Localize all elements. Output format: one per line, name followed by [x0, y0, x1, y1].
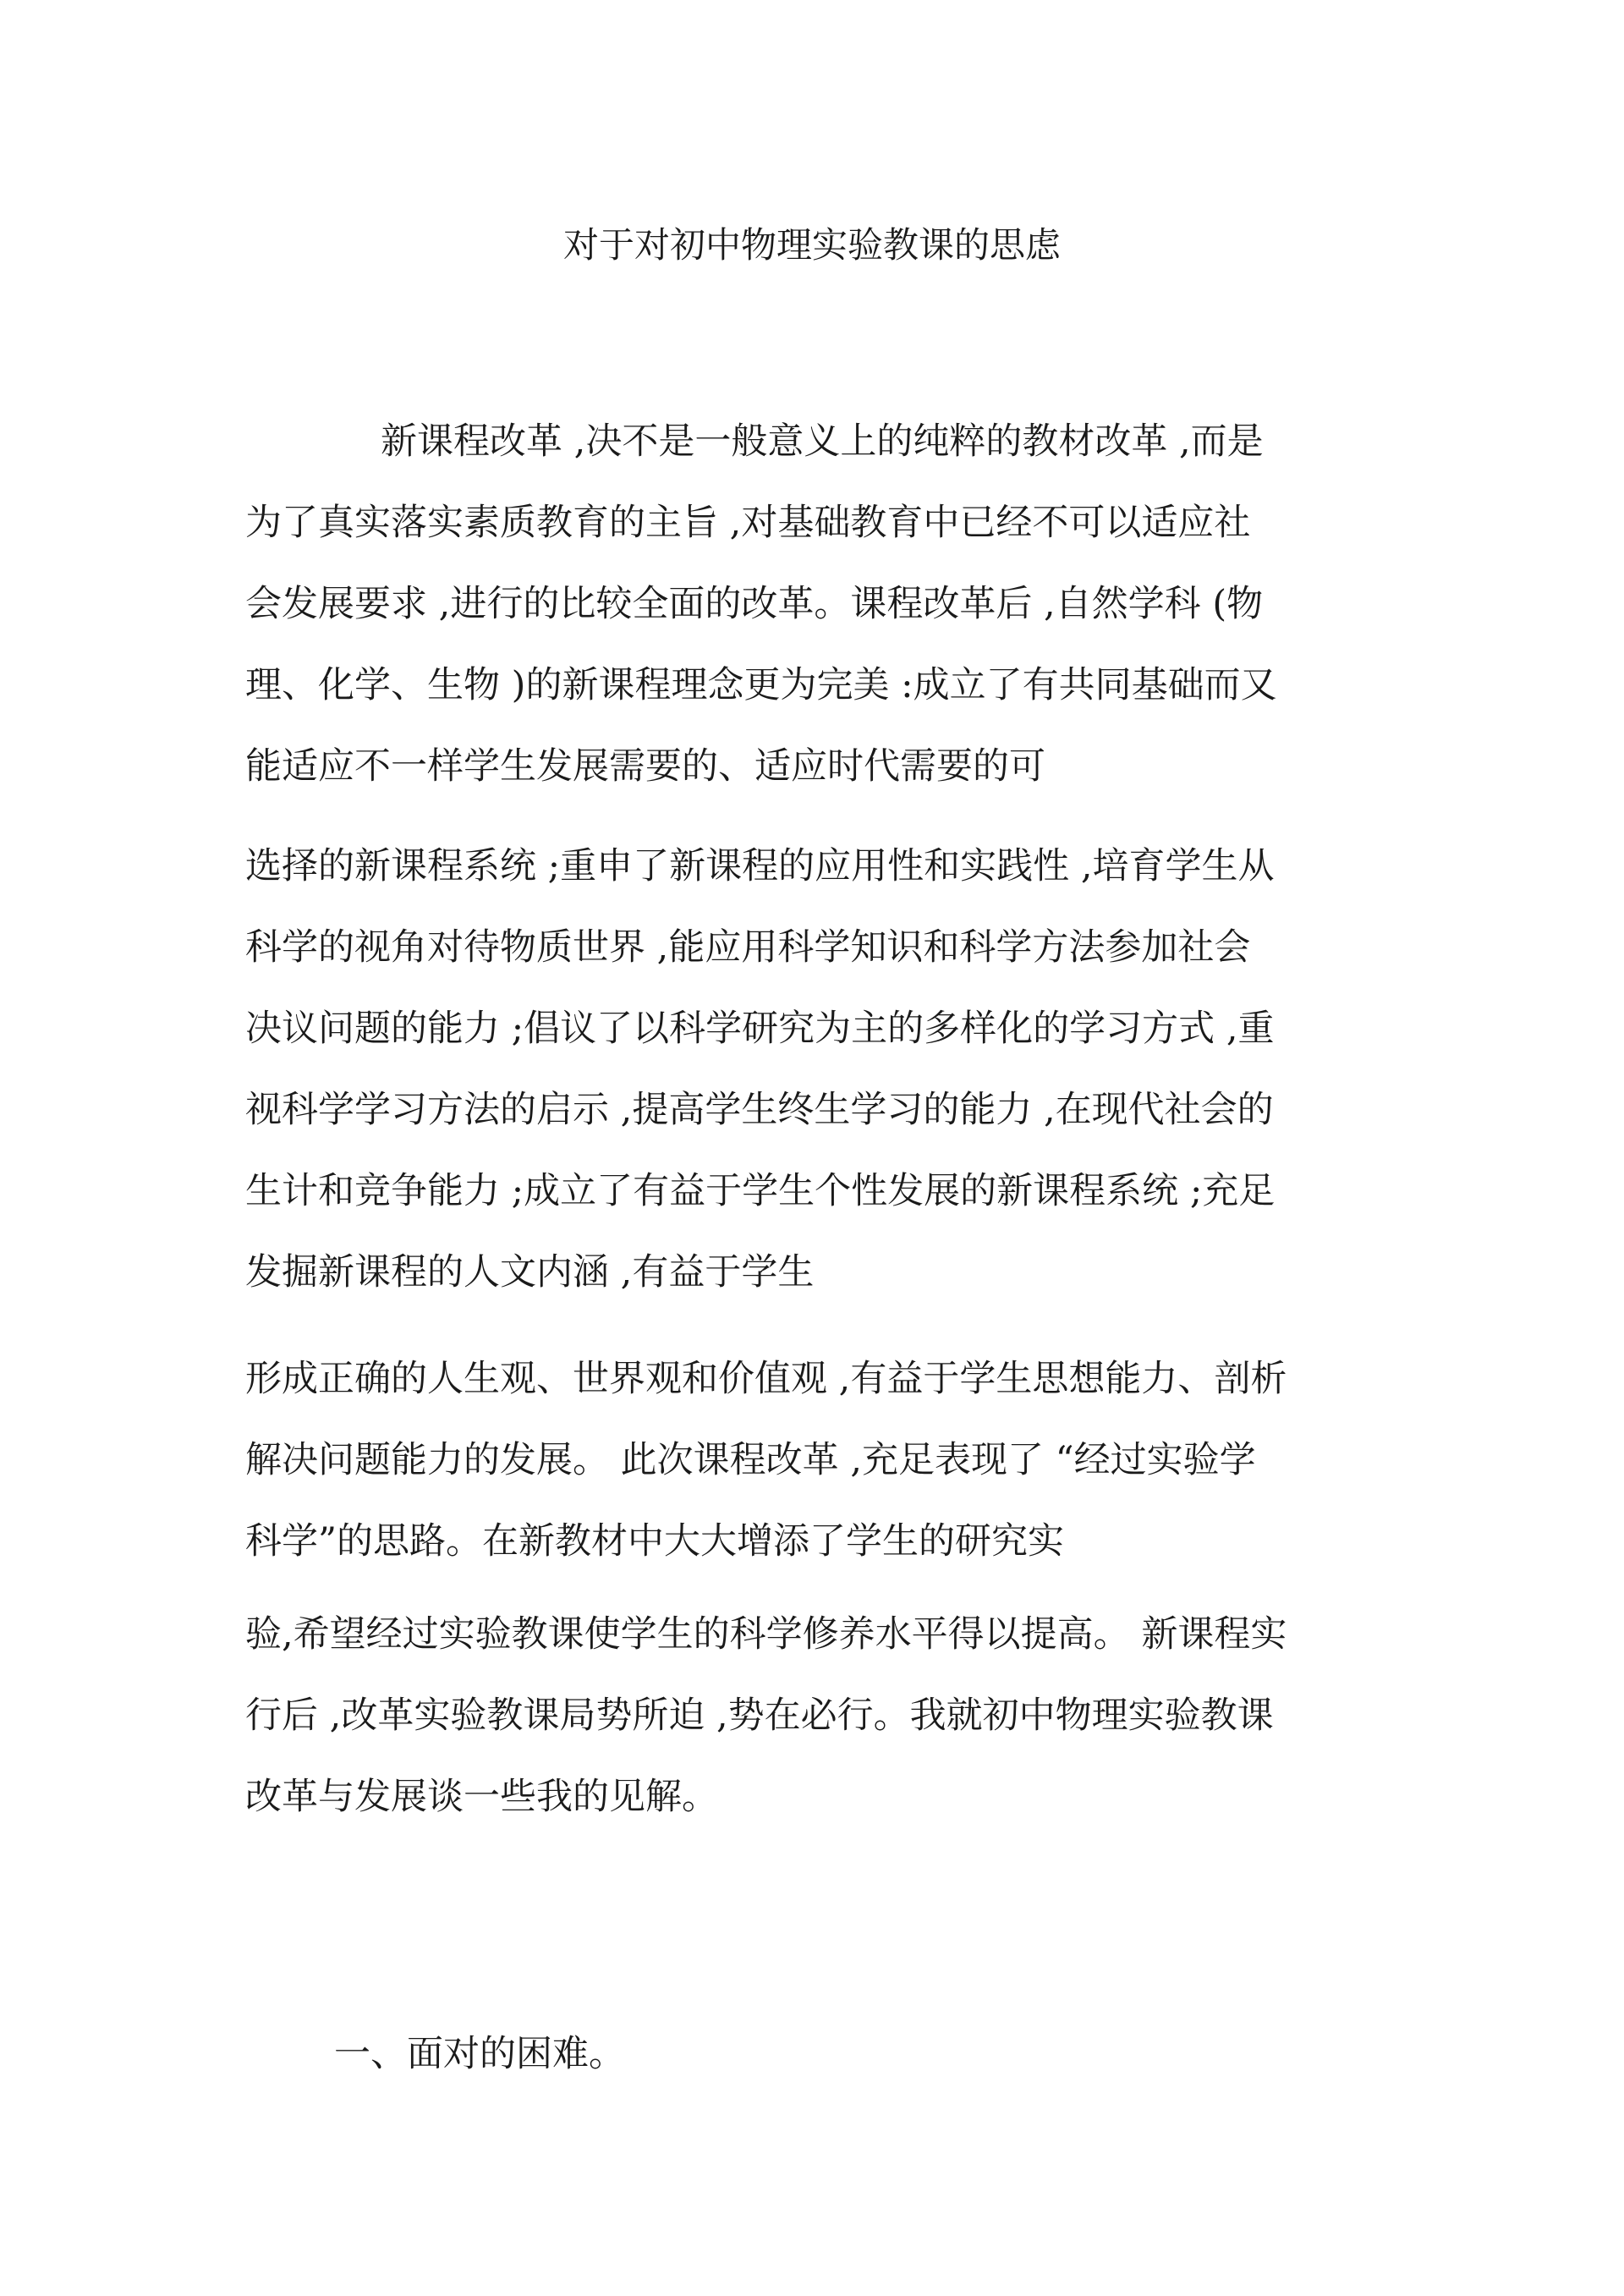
text-line: 生计和竞争能力 ;成立了有益于学生个性发展的新课程系统 ;充足 [245, 1170, 1276, 1212]
text-line: 理、化学、生物 )的新课程理念更为完美 :成立了有共同基础而又 [245, 664, 1277, 706]
text-line: 能适应不一样学生发展需要的、适应时代需要的可 [245, 745, 1045, 788]
text-line: 新课程改革 ,决不是一般意义上的纯粹的教材改革 ,而是 [381, 420, 1264, 463]
paragraph-experiment-reform [245, 1594, 1379, 1837]
paragraph-curriculum-system [245, 826, 1379, 1313]
text-line: 行后 ,改革实验教课局势所迫 ,势在必行。我就初中物理实验教课 [245, 1695, 1274, 1737]
text-line: 科学的视角对待物质世界 ,能应用科学知识和科学方法参加社会 [245, 926, 1251, 969]
text-line: 决议问题的能力 ;倡议了以科学研究为主的多样化的学习方式 ,重 [245, 1008, 1275, 1050]
text-line: 会发展要求 ,进行的比较全面的改革。课程改革后 ,自然学科 (物 [245, 583, 1264, 625]
paragraph-values [245, 1338, 1379, 1582]
text-line: 改革与发展谈一些我的见解。 [245, 1776, 718, 1818]
document-title: 对于对初中物理实验教课的思虑 [562, 224, 1061, 266]
text-line: 验,希望经过实验教课使学生的科学修养水平得以提高。 新课程实 [245, 1613, 1287, 1656]
text-line: 选择的新课程系统 ;重申了新课程的应用性和实践性 ,培育学生从 [245, 845, 1275, 887]
text-line: 为了真实落实素质教育的主旨 ,对基础教育中已经不可以适应社 [245, 502, 1251, 544]
text-line: 科学”的思路。在新教材中大大增添了学生的研究实 [245, 1520, 1064, 1563]
section-heading: 一、面对的困难。 [334, 2033, 625, 2075]
text-line: 形成正确的人生观、世界观和价值观 ,有益于学生思想能力、剖析 [245, 1358, 1287, 1400]
text-line: 视科学学习方法的启示 ,提高学生终生学习的能力 ,在现代社会的 [245, 1089, 1274, 1131]
text-line: 解决问题能力的发展。 此次课程改革 ,充足表现了 “经过实验学 [245, 1439, 1256, 1481]
text-line: 发掘新课程的人文内涵 ,有益于学生 [245, 1251, 815, 1294]
paragraph-intro [245, 401, 1379, 807]
